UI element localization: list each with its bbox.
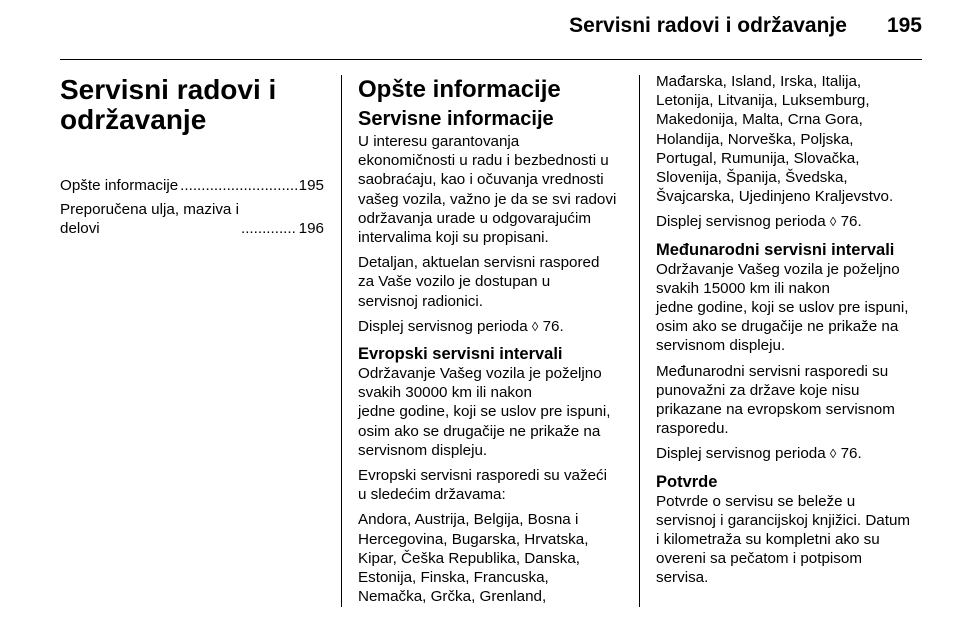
international-intervals-title: Međunarodni servisni intervali	[656, 240, 895, 259]
section-title: Opšte informacije	[358, 76, 561, 103]
column-divider-right	[639, 75, 640, 607]
header-rule	[60, 59, 922, 60]
xref-arrow-icon: ◊	[531, 318, 539, 334]
paragraph: Međunarodni servisni rasporedi su punovažni za države koje nisu prikazane na evropskom servisnom rasporedu.	[656, 362, 895, 438]
column-3	[656, 70, 922, 594]
paragraph: Andora, Austrija, Belgija, Bosna i Hercegovina, Bugarska, Hrvatska, Kipar, Češka Republika, Danska, Estonija, Finska, Francuska, Nemačka, Grčka, Grenland,	[358, 511, 589, 606]
paragraph: Detaljan, aktuelan servisni raspored za Vaše vozilo je dostupan u servisnoj radionici.	[358, 254, 600, 310]
cross-reference[interactable]	[358, 317, 624, 336]
cross-reference[interactable]	[656, 444, 922, 463]
xref-arrow-icon: ◊	[829, 214, 837, 230]
toc-entry-text: Preporučena ulja, maziva i delovi	[60, 201, 239, 238]
paragraph: Održavanje Vašeg vozila je poželjno svakih 30000 km ili nakon jedne godine, koji se uslov pre ispuni, osim ako se drugačije ne prikaže na servisnom displeju.	[358, 365, 611, 459]
xref-text: Displej servisnog perioda	[358, 317, 532, 335]
toc-leader	[180, 176, 296, 195]
table-of-contents	[60, 176, 324, 239]
confirmations-title: Potvrde	[656, 472, 718, 491]
toc-entry-page: 196	[298, 220, 324, 238]
xref-page: 76.	[538, 317, 564, 335]
toc-entry-page: 195	[298, 177, 324, 194]
running-header-title: Servisni radovi i održavanje	[569, 14, 847, 37]
paragraph: Potvrde o servisu se beleže u servisnoj i garancijskoj knjižici. Datum i kilometraža su kompletni ako su overeni sa pečatom i potpisom servisa.	[656, 492, 911, 587]
paragraph: Evropski servisni rasporedi su važeći u sledećim državama:	[358, 467, 607, 504]
toc-entry-text: Opšte informacije	[60, 177, 179, 194]
european-intervals-title: Evropski servisni intervali	[358, 345, 563, 364]
xref-page: 76.	[836, 213, 862, 231]
xref-page: 76.	[836, 445, 862, 463]
subsection-title: Servisne informacije	[358, 108, 554, 130]
paragraph: U interesu garantovanja ekonomičnosti u radu i bezbednosti u saobraćaju, kao i očuvanja vrednosti vašeg vozila, važno je da se svi radovi održavanja urade u odgovarajućim intervalima koji su propisani.	[358, 133, 617, 247]
xref-arrow-icon: ◊	[829, 446, 837, 462]
paragraph: Mađarska, Island, Irska, Italija, Letonija, Litvanija, Luksemburg, Makedonija, Malta, Crna Gora, Holandija, Norveška, Poljska, Portugal, Rumunija, Slovačka, Slovenija, Španija, Švedska, Švajcarska, Ujedinjeno Kraljevstvo.	[656, 73, 894, 206]
column-2	[358, 70, 624, 612]
toc-entry-general-info[interactable]	[60, 176, 324, 195]
running-header	[569, 14, 922, 38]
column-1	[60, 70, 324, 244]
column-divider-left	[341, 75, 342, 607]
page-number: 195	[886, 14, 922, 37]
cross-reference[interactable]	[656, 212, 922, 231]
paragraph: Održavanje Vašeg vozila je poželjno svakih 15000 km ili nakon jedne godine, koji se uslov pre ispuni, osim ako se drugačije ne prikaže na servisnom displeju.	[656, 260, 909, 355]
xref-text: Displej servisnog perioda	[656, 213, 830, 231]
toc-leader	[241, 219, 297, 238]
xref-text: Displej servisnog perioda	[656, 445, 830, 463]
toc-entry-recommended-oils[interactable]	[60, 200, 324, 238]
chapter-title: Servisni radovi i održavanje	[60, 74, 277, 135]
